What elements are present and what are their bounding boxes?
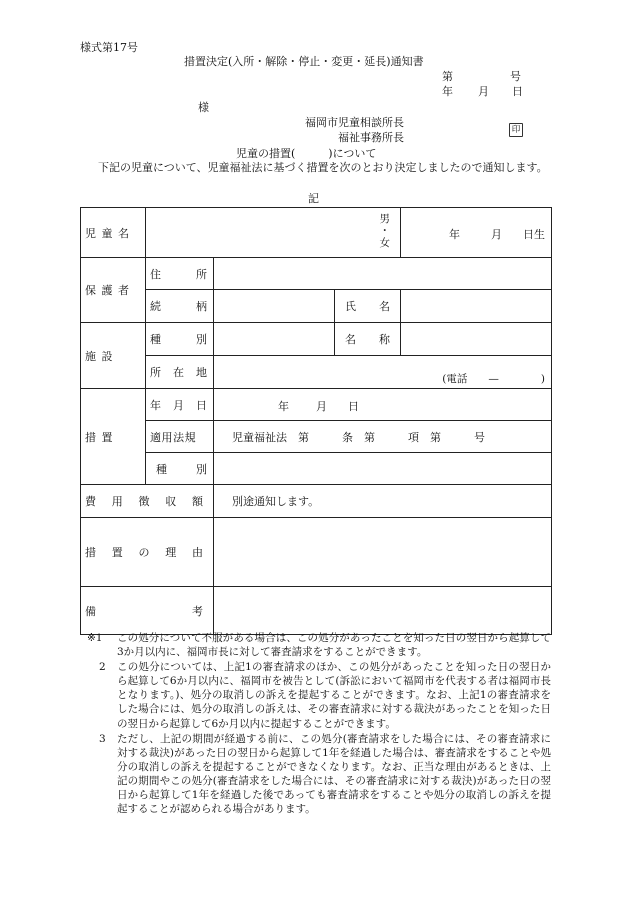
child-name-label: 児童名 — [81, 208, 146, 258]
subject-line: 児童の措置( )について — [236, 147, 377, 160]
gender-dot: ・ — [379, 225, 390, 237]
measure-type-row — [81, 453, 552, 485]
number-suffix: 号 — [510, 70, 521, 83]
fee-row — [81, 485, 552, 518]
relation-label: 続 柄 — [146, 290, 214, 323]
relation-value — [214, 290, 335, 323]
reason-value — [214, 518, 552, 587]
remarks-value — [214, 587, 552, 635]
measure-day: 日 — [348, 400, 359, 413]
facility-type-label: 種 別 — [146, 323, 214, 356]
birth-date-cell — [401, 208, 552, 258]
form-number: 様式第17号 — [80, 41, 138, 54]
remarks-label: 備 考 — [81, 587, 214, 635]
guardian-relation-row — [81, 290, 552, 323]
birth-month: 月 — [491, 227, 502, 241]
reason-row — [81, 518, 552, 587]
measure-type-value — [214, 453, 552, 485]
gender-male: 男 — [379, 213, 390, 225]
notes-section — [87, 631, 551, 816]
gender-female: 女 — [379, 237, 390, 249]
guardian-name-label: 氏 名 — [335, 290, 401, 323]
note-1-number: ※1 — [87, 632, 103, 644]
law-label: 適用法規 — [146, 421, 214, 453]
facility-name-value — [401, 323, 552, 356]
address-label: 住 所 — [146, 258, 214, 290]
note-1-text: この処分について不服がある場合は、この処分があったことを知った日の翌日から起算して3か月以内に、福岡市長に対して審査請求をすることができます。 — [117, 632, 551, 659]
date-day: 日 — [512, 85, 523, 98]
notice-form-table — [80, 207, 552, 635]
measure-date-value — [214, 389, 552, 421]
birth-year: 年 — [449, 227, 460, 241]
gender-selector — [380, 213, 391, 249]
measure-type-label: 種 別 — [146, 453, 214, 485]
note-2-number: 2 — [99, 661, 106, 674]
measure-year: 年 — [278, 400, 289, 413]
measure-date-row — [81, 389, 552, 421]
issuer-line-2: 福祉事務所長 — [338, 131, 404, 144]
measure-label: 措置 — [81, 389, 146, 485]
note-3-number: 3 — [99, 732, 106, 745]
measure-law-row — [81, 421, 552, 453]
note-2 — [87, 660, 551, 730]
note-2-text: この処分については、上記1の審査請求のほか、この処分があったことを知った日の翌日から起算して6か月以内に、福岡市を被告として(訴訟において福岡市を代表する者は福岡市長となります。)、処分の取消しの訴えを提起することができます。なお、上記1の審査請求をした場合には、処分の取消しの訴えは、その審査請求に対する裁決があったことを知った日の翌日から起算して6か月以内に提起することができます。 — [117, 661, 551, 730]
date-month: 月 — [478, 85, 489, 98]
location-label: 所 在 地 — [146, 356, 214, 389]
child-row — [81, 208, 552, 258]
facility-label: 施設 — [81, 323, 146, 389]
facility-type-value — [214, 323, 335, 356]
measure-month: 月 — [316, 400, 327, 413]
issuer-line-1: 福岡市児童相談所長 — [305, 116, 404, 129]
address-value — [214, 258, 552, 290]
seal-mark: 印 — [509, 123, 523, 137]
document-title: 措置決定(入所・解除・停止・変更・延長)通知書 — [184, 55, 424, 68]
location-value — [214, 356, 552, 389]
law-value: 児童福祉法 第 条 第 項 第 号 — [214, 421, 552, 453]
child-name-cell — [146, 208, 401, 258]
intro-paragraph: 下記の児童について、児童福祉法に基づく措置を次のとおり決定しましたので通知します。 — [98, 161, 548, 174]
facility-location-row — [81, 356, 552, 389]
birth-day: 日生 — [523, 227, 545, 241]
guardian-label: 保護者 — [81, 258, 146, 323]
measure-date-label: 年 月 日 — [146, 389, 214, 421]
ki-label: 記 — [308, 192, 319, 205]
note-3-text: ただし、上記の期間が経過する前に、この処分(審査請求をした場合には、その審査請求に対する裁決)があった日の翌日から起算して1年を経過した場合は、審査請求をすることや処分の取消しの訴えを提起することができなくなります。なお、正当な理由があるときは、上記の期間やこの処分(審査請求をした場合には、その審査請求に対する裁決)があった日の翌日から起算して1年を経過した後であっても審査請求をすることや処分の取消しの訴えを提起することが認められる場合があります。 — [117, 732, 551, 816]
phone-text: (電話 — ) — [442, 373, 545, 385]
remarks-row — [81, 587, 552, 635]
note-1 — [87, 631, 551, 659]
facility-name-label: 名 称 — [335, 323, 401, 356]
addressee-suffix: 様 — [198, 101, 209, 114]
fee-value: 別途通知します。 — [214, 485, 552, 518]
fee-label: 費 用 徴 収 額 — [81, 485, 214, 518]
facility-type-row — [81, 323, 552, 356]
number-prefix: 第 — [442, 70, 453, 83]
note-3 — [87, 732, 551, 817]
guardian-address-row — [81, 258, 552, 290]
date-year: 年 — [442, 85, 453, 98]
guardian-name-value — [401, 290, 552, 323]
reason-label: 措 置 の 理 由 — [81, 518, 214, 587]
